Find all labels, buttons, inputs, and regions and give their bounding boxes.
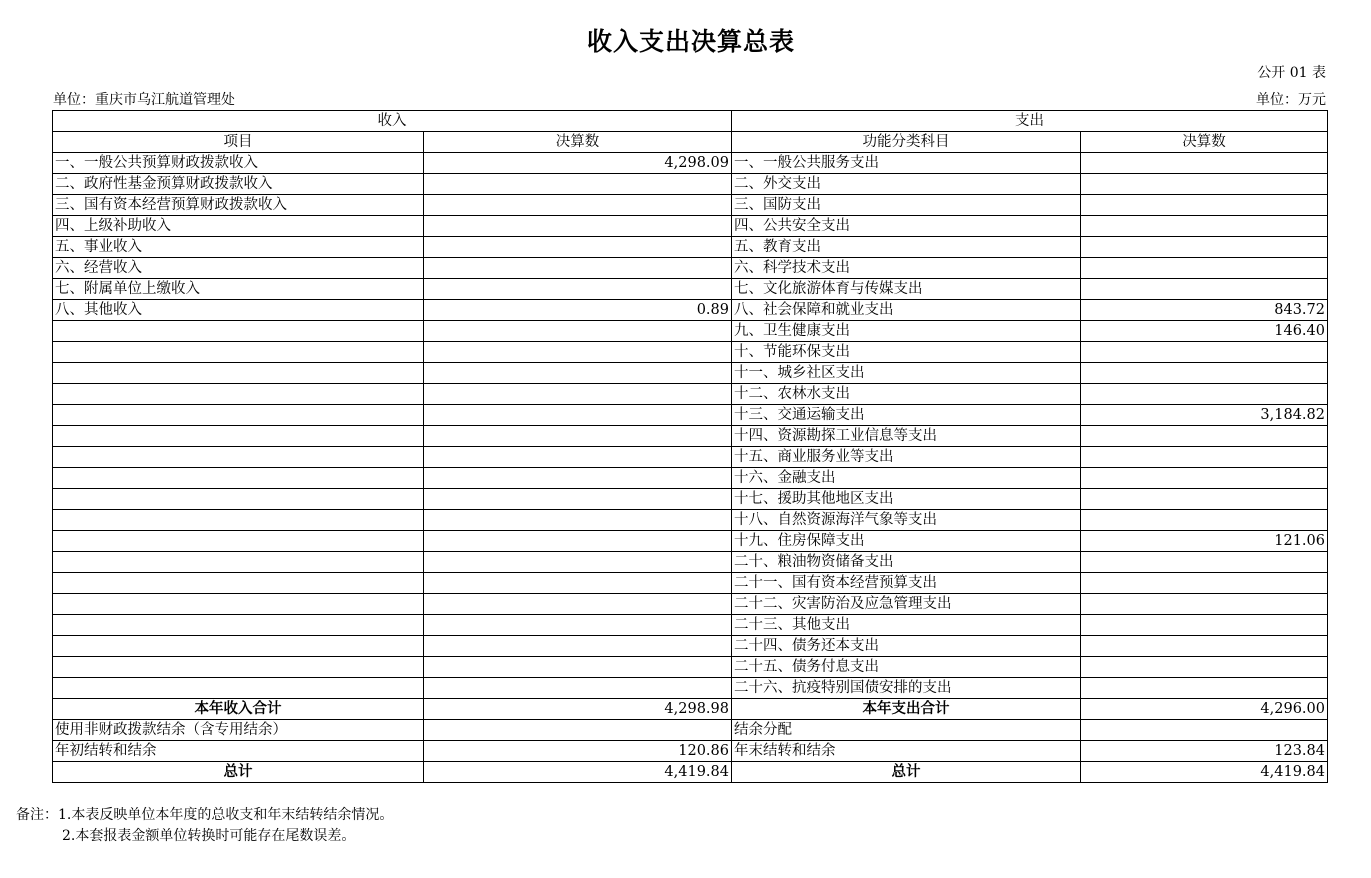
expense-item-cell: 二十五、债务付息支出 bbox=[732, 657, 1081, 678]
form-number: 公开 01 表 bbox=[1257, 65, 1326, 81]
income-amount-cell bbox=[424, 657, 732, 678]
expense-item-cell: 一、一般公共服务支出 bbox=[732, 153, 1081, 174]
expense-item-cell: 十三、交通运输支出 bbox=[732, 405, 1081, 426]
expense-item-cell: 九、卫生健康支出 bbox=[732, 321, 1081, 342]
summary-expense-label: 年末结转和结余 bbox=[732, 741, 1081, 762]
summary-expense-label: 本年支出合计 bbox=[732, 699, 1081, 720]
income-amount-cell bbox=[424, 216, 732, 237]
expense-amount-cell bbox=[1081, 174, 1328, 195]
table-header-group-row bbox=[53, 111, 1328, 132]
income-item-cell bbox=[53, 489, 424, 510]
table-row bbox=[53, 405, 1328, 426]
income-item-cell: 七、附属单位上缴收入 bbox=[53, 279, 424, 300]
income-item-cell bbox=[53, 468, 424, 489]
income-item-cell bbox=[53, 426, 424, 447]
remark-line-1: 备注：1.本表反映单位本年度的总收支和年末结转结余情况。 bbox=[16, 807, 394, 823]
income-item-cell bbox=[53, 405, 424, 426]
summary-income-label: 年初结转和结余 bbox=[53, 741, 424, 762]
income-amount-cell bbox=[424, 531, 732, 552]
expense-item-cell: 二十一、国有资本经营预算支出 bbox=[732, 573, 1081, 594]
table-row bbox=[53, 216, 1328, 237]
expense-item-cell: 二十六、抗疫特别国债安排的支出 bbox=[732, 678, 1081, 699]
income-amount-column-header: 决算数 bbox=[424, 132, 732, 153]
income-amount-cell bbox=[424, 174, 732, 195]
table-row bbox=[53, 153, 1328, 174]
income-expense-table bbox=[52, 110, 1328, 783]
expense-item-cell: 二十三、其他支出 bbox=[732, 615, 1081, 636]
expense-item-cell: 十八、自然资源海洋气象等支出 bbox=[732, 510, 1081, 531]
income-item-cell bbox=[53, 678, 424, 699]
expense-amount-cell bbox=[1081, 615, 1328, 636]
summary-row bbox=[53, 699, 1328, 720]
income-item-cell bbox=[53, 363, 424, 384]
expense-amount-cell bbox=[1081, 237, 1328, 258]
summary-row bbox=[53, 741, 1328, 762]
income-amount-cell bbox=[424, 321, 732, 342]
expense-item-cell: 二十二、灾害防治及应急管理支出 bbox=[732, 594, 1081, 615]
income-amount-cell bbox=[424, 195, 732, 216]
report-title: 收入支出决算总表 bbox=[586, 27, 795, 56]
summary-income-amount: 120.86 bbox=[424, 741, 732, 762]
table-row bbox=[53, 657, 1328, 678]
income-amount-cell bbox=[424, 678, 732, 699]
expense-item-cell: 十九、住房保障支出 bbox=[732, 531, 1081, 552]
income-item-cell bbox=[53, 321, 424, 342]
income-amount-cell bbox=[424, 447, 732, 468]
income-item-cell: 二、政府性基金预算财政拨款收入 bbox=[53, 174, 424, 195]
summary-expense-amount: 4,419.84 bbox=[1081, 762, 1328, 783]
table-row bbox=[53, 426, 1328, 447]
expense-item-cell: 三、国防支出 bbox=[732, 195, 1081, 216]
income-amount-cell bbox=[424, 552, 732, 573]
summary-expense-label: 结余分配 bbox=[732, 720, 1081, 741]
table-row bbox=[53, 447, 1328, 468]
income-amount-cell bbox=[424, 594, 732, 615]
table-row bbox=[53, 342, 1328, 363]
expense-amount-cell bbox=[1081, 363, 1328, 384]
expense-amount-cell bbox=[1081, 594, 1328, 615]
summary-expense-amount bbox=[1081, 720, 1328, 741]
table-row bbox=[53, 279, 1328, 300]
summary-expense-amount: 123.84 bbox=[1081, 741, 1328, 762]
summary-income-amount: 4,298.98 bbox=[424, 699, 732, 720]
expense-item-cell: 十六、金融支出 bbox=[732, 468, 1081, 489]
expense-amount-cell: 843.72 bbox=[1081, 300, 1328, 321]
summary-row bbox=[53, 762, 1328, 783]
expense-amount-cell bbox=[1081, 552, 1328, 573]
expense-amount-cell bbox=[1081, 195, 1328, 216]
income-amount-cell bbox=[424, 342, 732, 363]
table-row bbox=[53, 594, 1328, 615]
remarks bbox=[16, 805, 393, 847]
expense-amount-cell bbox=[1081, 153, 1328, 174]
income-item-cell: 三、国有资本经营预算财政拨款收入 bbox=[53, 195, 424, 216]
expense-amount-cell bbox=[1081, 447, 1328, 468]
summary-expense-label: 总计 bbox=[732, 762, 1081, 783]
table-row bbox=[53, 174, 1328, 195]
table-row bbox=[53, 321, 1328, 342]
income-item-cell: 八、其他收入 bbox=[53, 300, 424, 321]
table-row bbox=[53, 384, 1328, 405]
expense-amount-cell bbox=[1081, 258, 1328, 279]
expense-amount-cell bbox=[1081, 573, 1328, 594]
expense-item-cell: 二、外交支出 bbox=[732, 174, 1081, 195]
income-item-cell bbox=[53, 552, 424, 573]
summary-income-label: 总计 bbox=[53, 762, 424, 783]
summary-row bbox=[53, 720, 1328, 741]
income-item-cell bbox=[53, 342, 424, 363]
table-row bbox=[53, 195, 1328, 216]
expense-amount-cell: 121.06 bbox=[1081, 531, 1328, 552]
expense-amount-cell bbox=[1081, 279, 1328, 300]
unit-organization: 单位：重庆市乌江航道管理处 bbox=[53, 92, 235, 108]
table-row bbox=[53, 258, 1328, 279]
table-row bbox=[53, 678, 1328, 699]
expense-amount-cell bbox=[1081, 468, 1328, 489]
expense-amount-column-header: 决算数 bbox=[1081, 132, 1328, 153]
income-item-cell bbox=[53, 531, 424, 552]
summary-income-label: 本年收入合计 bbox=[53, 699, 424, 720]
income-amount-cell: 0.89 bbox=[424, 300, 732, 321]
remark-line-2: 2.本套报表金额单位转换时可能存在尾数误差。 bbox=[62, 828, 356, 844]
income-item-cell bbox=[53, 594, 424, 615]
expense-amount-cell bbox=[1081, 510, 1328, 531]
income-amount-cell bbox=[424, 405, 732, 426]
income-item-cell bbox=[53, 384, 424, 405]
expense-item-cell: 四、公共安全支出 bbox=[732, 216, 1081, 237]
income-amount-cell bbox=[424, 426, 732, 447]
unit-currency: 单位：万元 bbox=[1256, 92, 1326, 108]
income-item-cell bbox=[53, 573, 424, 594]
table-row bbox=[53, 531, 1328, 552]
expense-item-cell: 十一、城乡社区支出 bbox=[732, 363, 1081, 384]
income-item-cell bbox=[53, 636, 424, 657]
expense-amount-cell bbox=[1081, 426, 1328, 447]
expense-item-cell: 十五、商业服务业等支出 bbox=[732, 447, 1081, 468]
expense-item-cell: 十二、农林水支出 bbox=[732, 384, 1081, 405]
income-item-cell bbox=[53, 657, 424, 678]
income-amount-cell bbox=[424, 468, 732, 489]
table-row bbox=[53, 615, 1328, 636]
income-amount-cell: 4,298.09 bbox=[424, 153, 732, 174]
expense-amount-cell bbox=[1081, 489, 1328, 510]
income-item-cell bbox=[53, 447, 424, 468]
income-amount-cell bbox=[424, 258, 732, 279]
expense-amount-cell: 146.40 bbox=[1081, 321, 1328, 342]
expense-item-cell: 二十四、债务还本支出 bbox=[732, 636, 1081, 657]
income-amount-cell bbox=[424, 510, 732, 531]
summary-income-amount: 4,419.84 bbox=[424, 762, 732, 783]
expense-amount-cell bbox=[1081, 216, 1328, 237]
table-row bbox=[53, 636, 1328, 657]
table-row bbox=[53, 573, 1328, 594]
income-item-cell bbox=[53, 615, 424, 636]
summary-income-amount bbox=[424, 720, 732, 741]
expense-item-cell: 十七、援助其他地区支出 bbox=[732, 489, 1081, 510]
summary-income-label: 使用非财政拨款结余（含专用结余） bbox=[53, 720, 424, 741]
expense-header: 支出 bbox=[732, 111, 1328, 132]
income-amount-cell bbox=[424, 615, 732, 636]
item-column-header: 项目 bbox=[53, 132, 424, 153]
expense-amount-cell bbox=[1081, 384, 1328, 405]
table-row bbox=[53, 363, 1328, 384]
expense-amount-cell bbox=[1081, 657, 1328, 678]
expense-item-cell: 七、文化旅游体育与传媒支出 bbox=[732, 279, 1081, 300]
expense-item-cell: 五、教育支出 bbox=[732, 237, 1081, 258]
expense-item-cell: 六、科学技术支出 bbox=[732, 258, 1081, 279]
income-amount-cell bbox=[424, 636, 732, 657]
income-amount-cell bbox=[424, 237, 732, 258]
function-item-column-header: 功能分类科目 bbox=[732, 132, 1081, 153]
expense-amount-cell bbox=[1081, 636, 1328, 657]
table-row bbox=[53, 237, 1328, 258]
table-row bbox=[53, 510, 1328, 531]
income-amount-cell bbox=[424, 489, 732, 510]
expense-item-cell: 二十、粮油物资储备支出 bbox=[732, 552, 1081, 573]
expense-amount-cell bbox=[1081, 342, 1328, 363]
income-item-cell bbox=[53, 510, 424, 531]
expense-amount-cell: 3,184.82 bbox=[1081, 405, 1328, 426]
income-amount-cell bbox=[424, 363, 732, 384]
income-item-cell: 四、上级补助收入 bbox=[53, 216, 424, 237]
income-item-cell: 一、一般公共预算财政拨款收入 bbox=[53, 153, 424, 174]
income-amount-cell bbox=[424, 573, 732, 594]
income-header: 收入 bbox=[53, 111, 732, 132]
table-row bbox=[53, 552, 1328, 573]
expense-item-cell: 十四、资源勘探工业信息等支出 bbox=[732, 426, 1081, 447]
income-item-cell: 五、事业收入 bbox=[53, 237, 424, 258]
expense-amount-cell bbox=[1081, 678, 1328, 699]
table-row bbox=[53, 489, 1328, 510]
income-item-cell: 六、经营收入 bbox=[53, 258, 424, 279]
summary-expense-amount: 4,296.00 bbox=[1081, 699, 1328, 720]
table-row bbox=[53, 300, 1328, 321]
table-row bbox=[53, 468, 1328, 489]
income-amount-cell bbox=[424, 279, 732, 300]
expense-item-cell: 八、社会保障和就业支出 bbox=[732, 300, 1081, 321]
table-header-row bbox=[53, 132, 1328, 153]
expense-item-cell: 十、节能环保支出 bbox=[732, 342, 1081, 363]
income-amount-cell bbox=[424, 384, 732, 405]
